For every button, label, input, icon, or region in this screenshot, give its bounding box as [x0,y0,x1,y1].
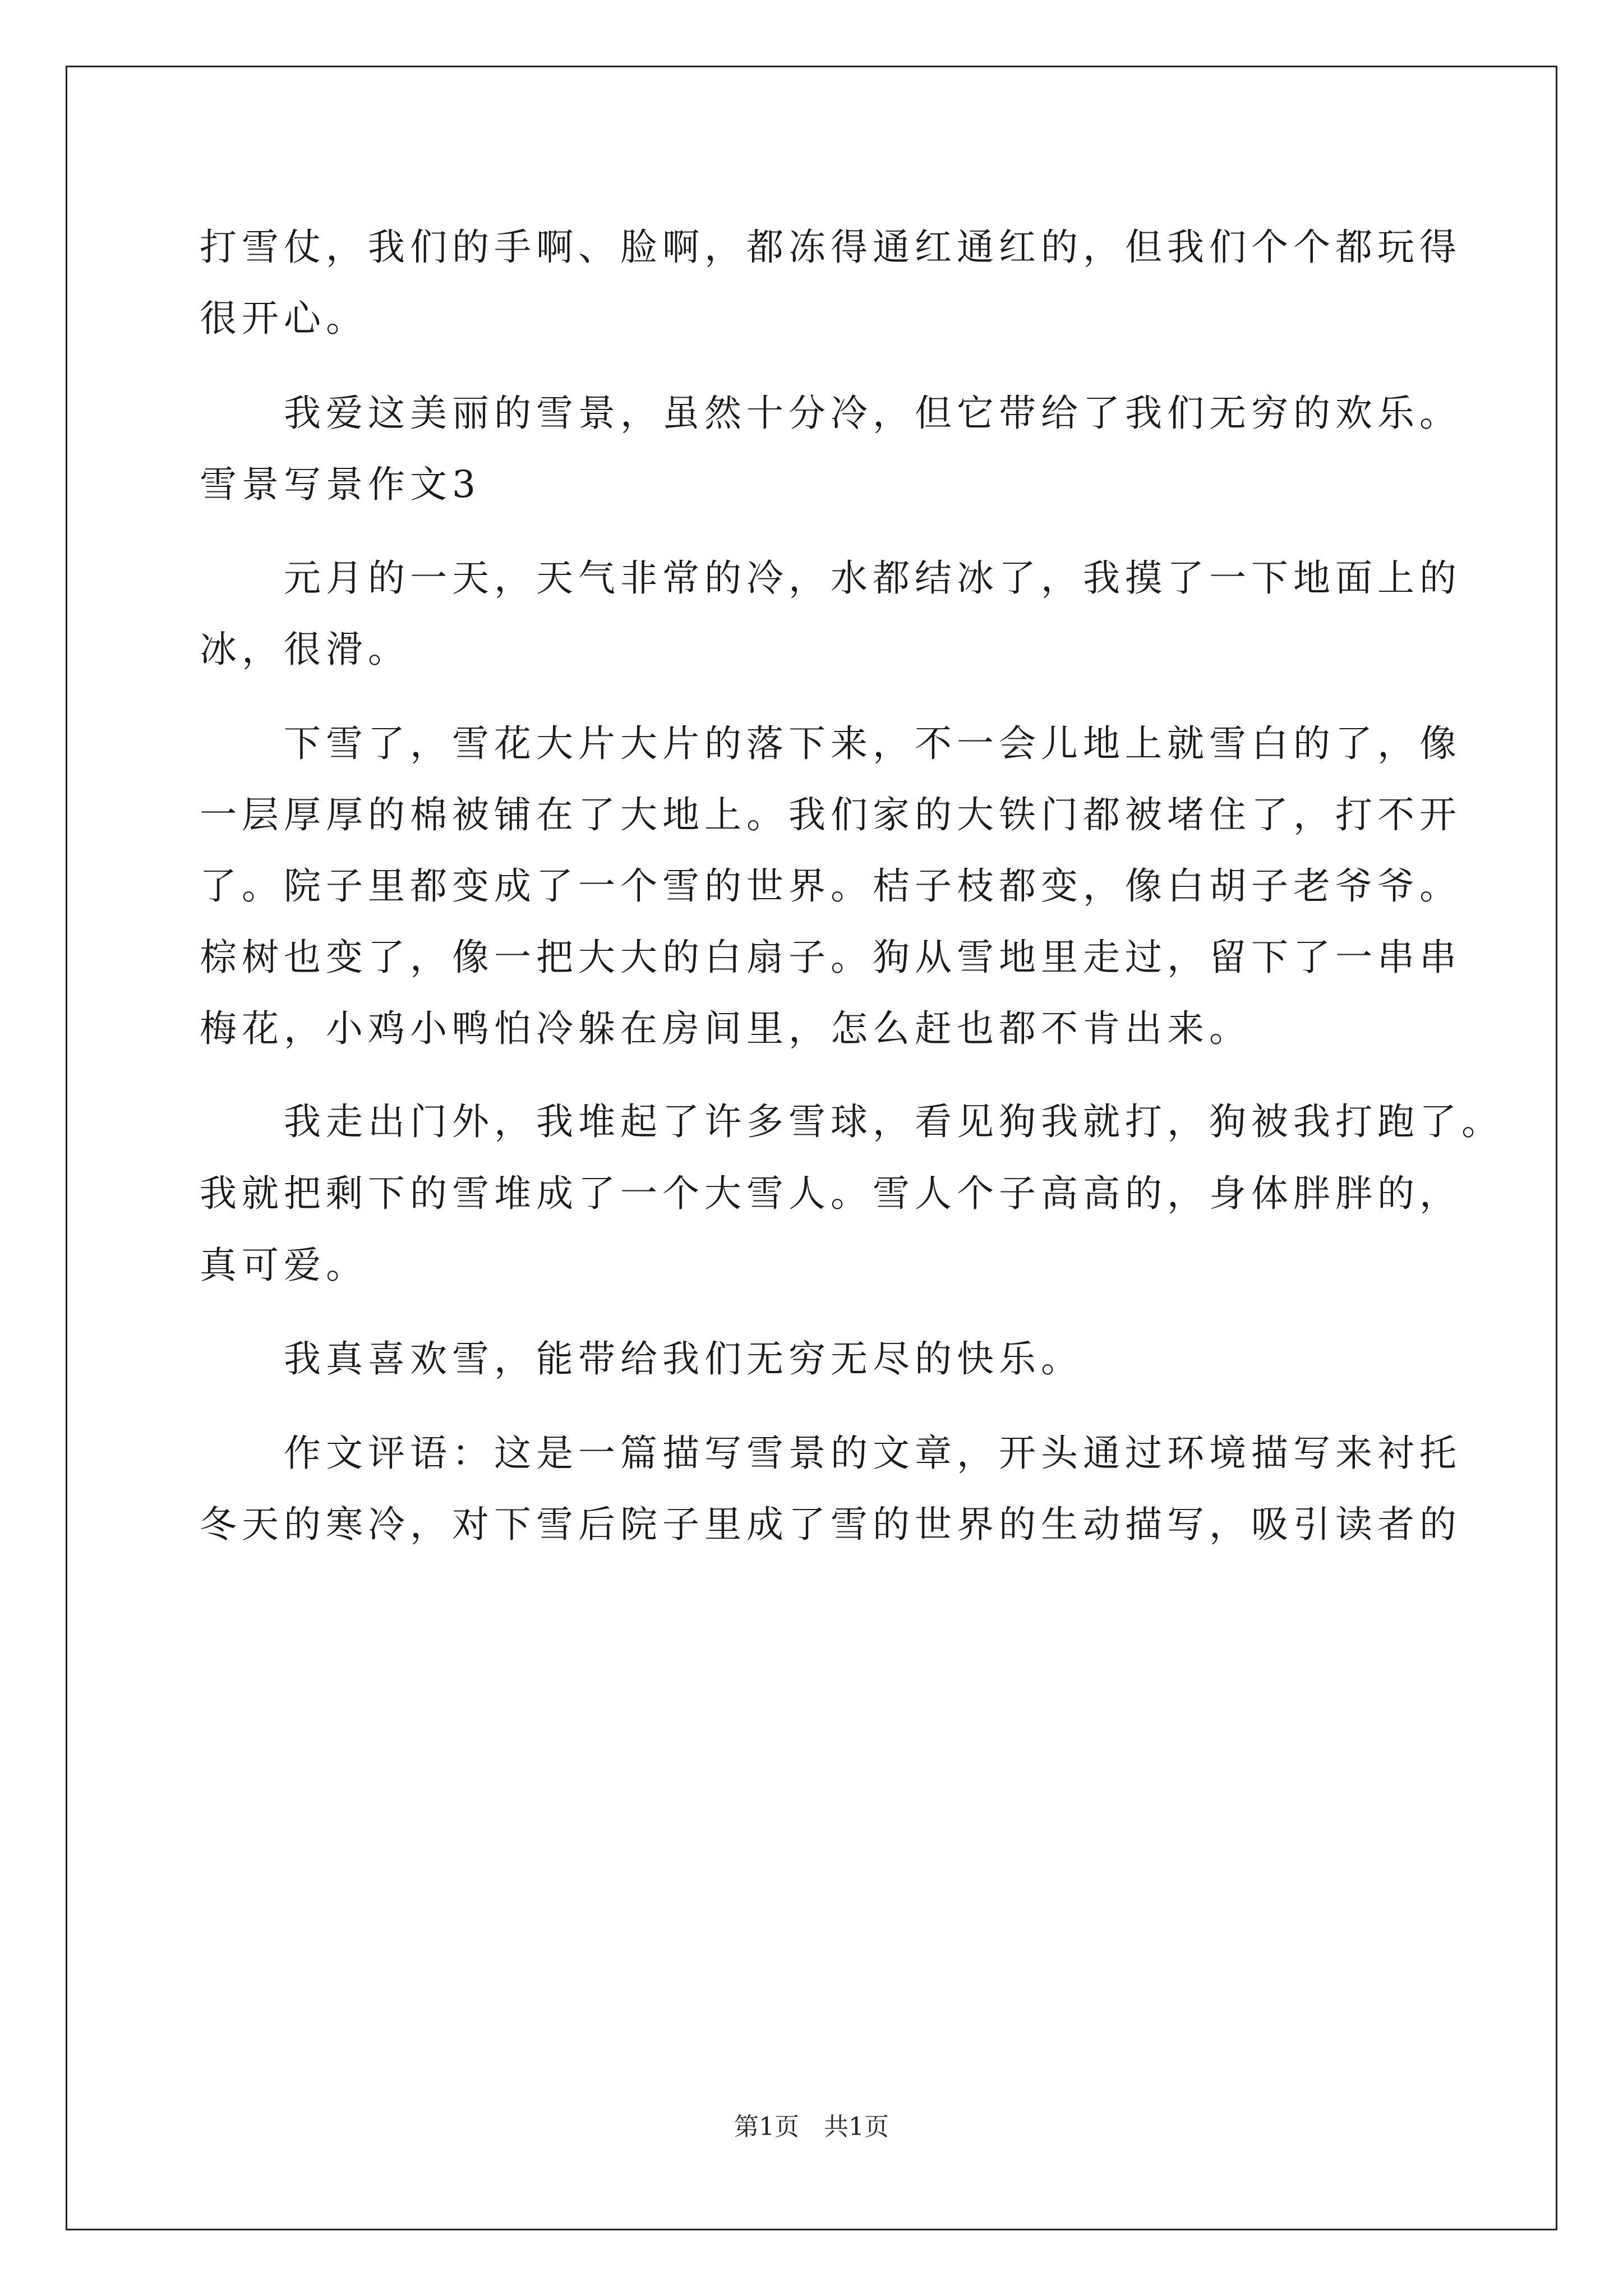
text-line: 一层厚厚的棉被铺在了大地上。我们家的大铁门都被堵住了，打不开 [200,793,1461,836]
paragraph-line: 我走出门外，我堆起了许多雪球，看见狗我就打，狗被我打跑了。 [200,1100,1504,1143]
paragraph-line: 元月的一天，天气非常的冷，水都结冰了，我摸了一下地面上的 [200,556,1461,600]
text-line: 冬天的寒冷，对下雪后院子里成了雪的世界的生动描写，吸引读者的 [200,1503,1461,1546]
paragraph-line: 我真喜欢雪，能带给我们无穷无尽的快乐。 [200,1337,1083,1381]
paragraph-line: 我爱这美丽的雪景，虽然十分冷，但它带给了我们无穷的欢乐。 [200,392,1461,435]
text-line: 打雪仗，我们的手啊、脸啊，都冻得通红通红的，但我们个个都玩得 [200,226,1461,269]
paragraph-line: 下雪了，雪花大片大片的落下来，不一会儿地上就雪白的了，像 [200,722,1461,765]
text-line: 了。院子里都变成了一个雪的世界。桔子枝都变，像白胡子老爷爷。 [200,864,1461,908]
text-line: 很开心。 [200,297,368,340]
text-line: 棕树也变了，像一把大大的白扇子。狗从雪地里走过，留下了一串串 [200,936,1461,979]
text-line: 真可爱。 [200,1244,368,1287]
text-line: 我就把剩下的雪堆成了一个大雪人。雪人个子高高的，身体胖胖的， [200,1172,1461,1215]
text-line: 冰，很滑。 [200,628,410,671]
text-line: 梅花，小鸡小鸭怕冷躲在房间里，怎么赶也都不肯出来。 [200,1007,1251,1050]
page-footer: 第1页 共1页 [734,2113,889,2141]
section-heading: 雪景写景作文3 [200,463,481,506]
paragraph-line: 作文评语：这是一篇描写雪景的文章，开头通过环境描写来衬托 [200,1432,1461,1475]
